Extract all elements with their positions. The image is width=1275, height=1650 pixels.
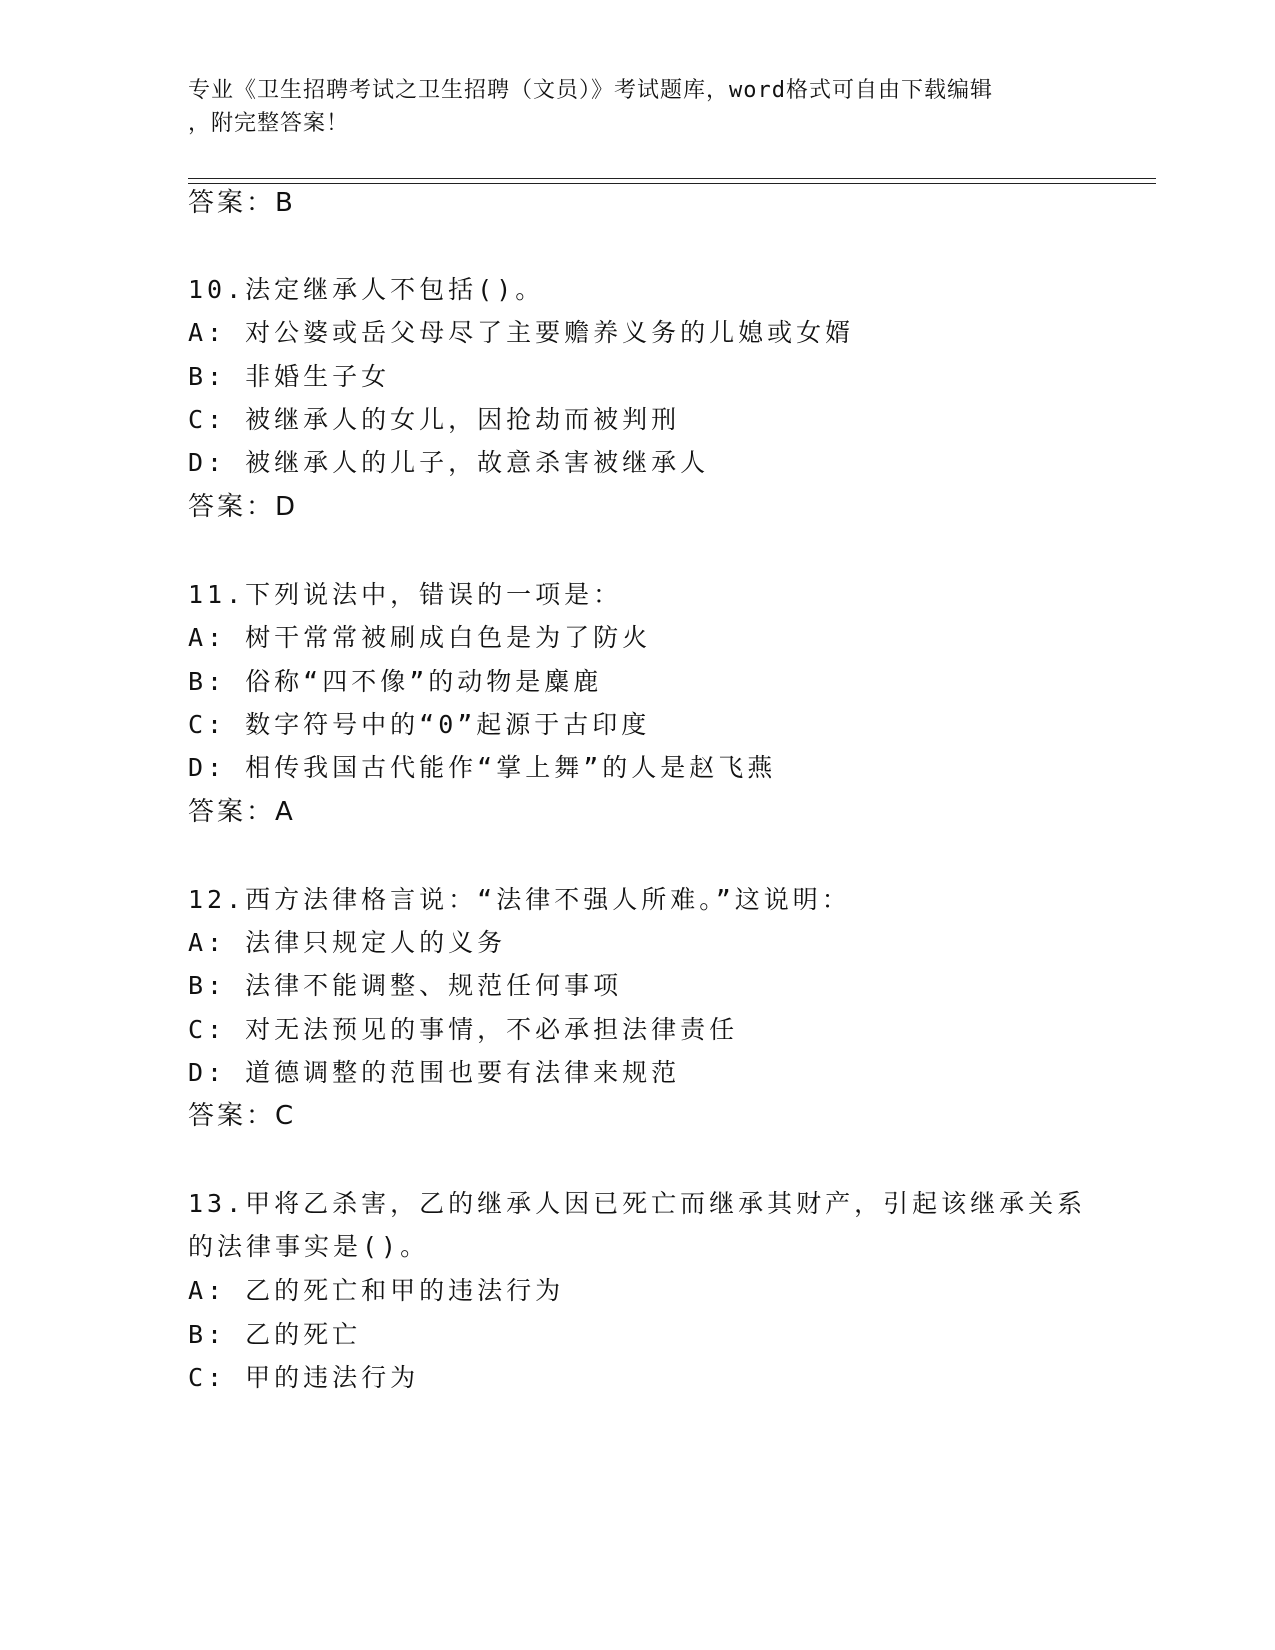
question-11-stem: 11.下列说法中，错误的一项是： bbox=[188, 580, 623, 609]
header-divider-bottom bbox=[188, 183, 1156, 184]
question-12-option-a: A: 法律只规定人的义务 bbox=[188, 928, 507, 957]
question-13-stem-line-1: 13.甲将乙杀害，乙的继承人因已死亡而继承其财产，引起该继承关系 bbox=[188, 1189, 1087, 1218]
question-13-option-b: B: 乙的死亡 bbox=[188, 1320, 362, 1349]
question-12-stem: 12.西方法律格言说：“法律不强人所难。”这说明： bbox=[188, 885, 851, 914]
header-line-2: ，附完整答案！ bbox=[188, 111, 350, 136]
question-10-answer: 答案：D bbox=[188, 492, 299, 522]
page-header bbox=[188, 74, 1088, 140]
question-11-option-d: D: 相传我国古代能作“掌上舞”的人是赵飞燕 bbox=[188, 753, 777, 782]
question-12-answer: 答案：C bbox=[188, 1101, 297, 1131]
question-10-stem: 10.法定继承人不包括()。 bbox=[188, 275, 545, 304]
header-line-1: 专业《卫生招聘考试之卫生招聘（文员）》考试题库，word格式可自由下载编辑 bbox=[188, 78, 993, 103]
question-13-option-a: A: 乙的死亡和甲的违法行为 bbox=[188, 1276, 565, 1305]
question-12-option-d: D: 道德调整的范围也要有法律来规范 bbox=[188, 1058, 681, 1087]
previous-answer: 答案：B bbox=[188, 188, 296, 218]
question-10-option-a: A: 对公婆或岳父母尽了主要赡养义务的儿媳或女婿 bbox=[188, 318, 855, 347]
question-13-stem-line-2: 的法律事实是()。 bbox=[188, 1232, 430, 1261]
question-10-option-b: B: 非婚生子女 bbox=[188, 362, 391, 391]
question-10-option-d: D: 被继承人的儿子，故意杀害被继承人 bbox=[188, 448, 710, 477]
header-divider-top bbox=[188, 178, 1156, 179]
question-11-option-a: A: 树干常常被刷成白色是为了防火 bbox=[188, 623, 652, 652]
question-11-option-b: B: 俗称“四不像”的动物是麋鹿 bbox=[188, 667, 603, 696]
question-12-option-b: B: 法律不能调整、规范任何事项 bbox=[188, 971, 623, 1000]
question-11-answer: 答案：A bbox=[188, 797, 296, 827]
question-13-option-c: C: 甲的违法行为 bbox=[188, 1363, 420, 1392]
question-12-option-c: C: 对无法预见的事情，不必承担法律责任 bbox=[188, 1015, 739, 1044]
question-10-option-c: C: 被继承人的女儿，因抢劫而被判刑 bbox=[188, 405, 681, 434]
question-11-option-c: C: 数字符号中的“0”起源于古印度 bbox=[188, 710, 651, 739]
